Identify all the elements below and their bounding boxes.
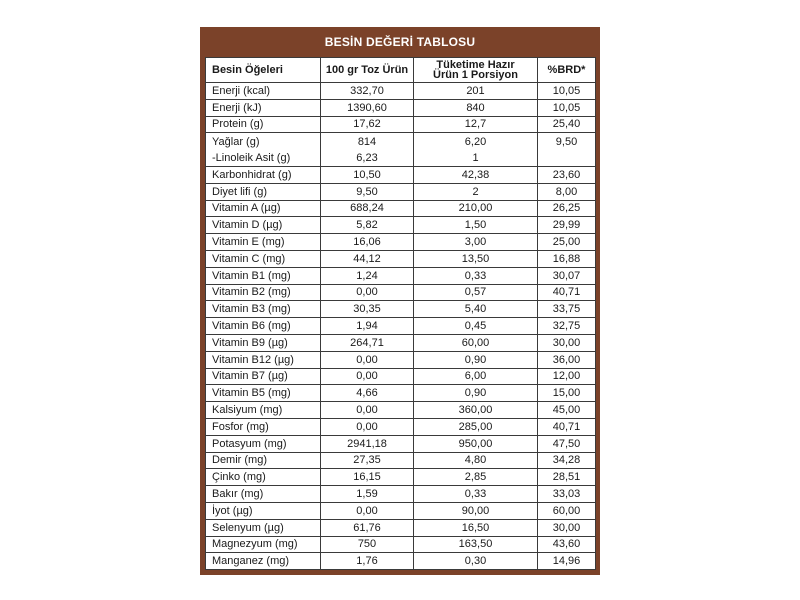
value-per-portion: 950,00 (414, 435, 538, 452)
header-per-portion (414, 58, 538, 83)
value-per-100g: 4,66 (321, 385, 414, 402)
table-row (206, 200, 596, 217)
table-row (206, 536, 596, 553)
header-per-100g: 100 gr Toz Ürün (321, 58, 414, 83)
nutrient-name: Vitamin B7 (µg) (206, 368, 321, 385)
nutrient-name: Vitamin D (µg) (206, 217, 321, 234)
value-rda: 30,07 (538, 267, 596, 284)
value-per-100g: 17,62 (321, 116, 414, 133)
value-rda: 40,71 (538, 418, 596, 435)
value-per-100g: 1,59 (321, 486, 414, 503)
value-per-100g: 0,00 (321, 368, 414, 385)
value-rda: 36,00 (538, 351, 596, 368)
value-rda: 30,00 (538, 519, 596, 536)
value-per-100g: 0,00 (321, 418, 414, 435)
value-per-100g: 1,94 (321, 318, 414, 335)
nutrient-name: Manganez (mg) (206, 553, 321, 570)
nutrition-table (205, 57, 596, 570)
nutrient-name-line: Yağlar (g) (212, 135, 260, 148)
header-per-portion-label: Tüketime Hazır Ürün 1 Porsiyon (433, 59, 518, 81)
value-per-100g: 16,06 (321, 234, 414, 251)
nutrition-table-frame (200, 27, 600, 575)
value-per-100g: 27,35 (321, 452, 414, 469)
value-per-portion: 0,57 (414, 284, 538, 301)
value-rda: 40,71 (538, 284, 596, 301)
value-line: 1 (472, 151, 479, 164)
table-row (206, 250, 596, 267)
value-line: 6,20 (464, 135, 487, 148)
value-per-portion: 90,00 (414, 502, 538, 519)
value-rda: 47,50 (538, 435, 596, 452)
value-per-portion: 0,90 (414, 351, 538, 368)
value-per-portion: 5,40 (414, 301, 538, 318)
value-per-portion: 2,85 (414, 469, 538, 486)
rda-empty (538, 150, 595, 166)
table-row (206, 183, 596, 200)
table-row (206, 83, 596, 100)
nutrient-name: Vitamin C (mg) (206, 250, 321, 267)
value-per-100g: 688,24 (321, 200, 414, 217)
value-rda: 8,00 (538, 183, 596, 200)
value-per-100g: 30,35 (321, 301, 414, 318)
value-per-portion: 163,50 (414, 536, 538, 553)
table-row (206, 116, 596, 133)
table-row (206, 301, 596, 318)
value-rda: 14,96 (538, 553, 596, 570)
value-per-portion: 201 (414, 83, 538, 100)
value-rda: 33,75 (538, 301, 596, 318)
value-rda: 43,60 (538, 536, 596, 553)
value-per-portion: 1,50 (414, 217, 538, 234)
value-rda: 32,75 (538, 318, 596, 335)
table-row (206, 402, 596, 419)
value-per-portion: 42,38 (414, 166, 538, 183)
value-rda: 60,00 (538, 502, 596, 519)
nutrient-name: Diyet lifi (g) (206, 183, 321, 200)
value-rda: 16,88 (538, 250, 596, 267)
nutrient-name: Vitamin B3 (mg) (206, 301, 321, 318)
table-row (206, 368, 596, 385)
value-per-portion: 4,80 (414, 452, 538, 469)
nutrient-name: Vitamin B5 (mg) (206, 385, 321, 402)
value-per-100g: 1,24 (321, 267, 414, 284)
value-per-100g: 0,00 (321, 502, 414, 519)
value-cell (321, 133, 414, 167)
table-title: BESİN DEĞERİ TABLOSU (324, 35, 476, 49)
value-per-100g: 0,00 (321, 351, 414, 368)
nutrient-name: Vitamin B1 (mg) (206, 267, 321, 284)
value-rda: 29,99 (538, 217, 596, 234)
header-row (206, 58, 596, 83)
table-row (206, 351, 596, 368)
value-per-100g: 5,82 (321, 217, 414, 234)
table-row (206, 334, 596, 351)
value-rda: 23,60 (538, 166, 596, 183)
value-per-100g: 10,50 (321, 166, 414, 183)
value-rda: 28,51 (538, 469, 596, 486)
value-rda: 26,25 (538, 200, 596, 217)
value-per-portion: 13,50 (414, 250, 538, 267)
value-per-portion: 285,00 (414, 418, 538, 435)
nutrient-name: Kalsiyum (mg) (206, 402, 321, 419)
value-per-portion: 0,90 (414, 385, 538, 402)
value-per-portion: 6,00 (414, 368, 538, 385)
nutrient-name (206, 133, 321, 167)
table-row (206, 502, 596, 519)
value-rda: 25,00 (538, 234, 596, 251)
nutrient-name: Selenyum (µg) (206, 519, 321, 536)
nutrient-name: Vitamin B9 (µg) (206, 334, 321, 351)
value-per-portion: 0,45 (414, 318, 538, 335)
value-rda: 25,40 (538, 116, 596, 133)
nutrient-name: Karbonhidrat (g) (206, 166, 321, 183)
header-nutrient: Besin Öğeleri (206, 58, 321, 83)
table-row (206, 519, 596, 536)
value-cell (414, 133, 538, 167)
rda-cell (538, 133, 596, 167)
nutrient-name: Potasyum (mg) (206, 435, 321, 452)
nutrient-name: Çinko (mg) (206, 469, 321, 486)
value-per-100g: 1390,60 (321, 99, 414, 116)
value-rda: 10,05 (538, 99, 596, 116)
value-per-portion: 840 (414, 99, 538, 116)
value-per-100g: 2941,18 (321, 435, 414, 452)
value-per-portion: 3,00 (414, 234, 538, 251)
value-per-100g: 44,12 (321, 250, 414, 267)
value-rda: 34,28 (538, 452, 596, 469)
value-per-portion: 0,33 (414, 486, 538, 503)
value-line: 6,23 (356, 151, 378, 164)
nutrient-name: Fosfor (mg) (206, 418, 321, 435)
table-row (206, 435, 596, 452)
value-per-100g: 1,76 (321, 553, 414, 570)
value-per-100g: 16,15 (321, 469, 414, 486)
table-row (206, 217, 596, 234)
value-per-portion: 2 (414, 183, 538, 200)
value-per-portion: 12,7 (414, 116, 538, 133)
nutrient-name-line: -Linoleik Asit (g) (212, 151, 291, 164)
nutrient-name: Enerji (kcal) (206, 83, 321, 100)
value-line: 814 (357, 135, 377, 148)
nutrient-name: Vitamin B2 (mg) (206, 284, 321, 301)
value-per-100g: 0,00 (321, 284, 414, 301)
value-per-100g: 264,71 (321, 334, 414, 351)
value-rda: 33,03 (538, 486, 596, 503)
value-per-portion: 360,00 (414, 402, 538, 419)
rda-value: 9,50 (555, 135, 578, 148)
value-per-100g: 0,00 (321, 402, 414, 419)
nutrient-name: Enerji (kJ) (206, 99, 321, 116)
value-rda: 10,05 (538, 83, 596, 100)
value-rda: 12,00 (538, 368, 596, 385)
nutrient-name: Demir (mg) (206, 452, 321, 469)
header-rda: %BRD* (538, 58, 596, 83)
table-row (206, 267, 596, 284)
table-row (206, 166, 596, 183)
nutrient-name: Vitamin B12 (µg) (206, 351, 321, 368)
table-row (206, 553, 596, 570)
value-rda: 30,00 (538, 334, 596, 351)
value-per-portion: 0,33 (414, 267, 538, 284)
value-per-100g: 9,50 (321, 183, 414, 200)
table-row (206, 99, 596, 116)
table-row (206, 133, 596, 167)
table-row (206, 234, 596, 251)
value-rda: 45,00 (538, 402, 596, 419)
value-per-portion: 210,00 (414, 200, 538, 217)
nutrient-name: Vitamin E (mg) (206, 234, 321, 251)
value-per-100g: 61,76 (321, 519, 414, 536)
value-per-100g: 750 (321, 536, 414, 553)
table-row (206, 318, 596, 335)
table-row (206, 385, 596, 402)
table-row (206, 469, 596, 486)
nutrient-name: Vitamin B6 (mg) (206, 318, 321, 335)
value-per-portion: 16,50 (414, 519, 538, 536)
nutrient-name: İyot (µg) (206, 502, 321, 519)
nutrient-name: Protein (g) (206, 116, 321, 133)
table-row (206, 284, 596, 301)
table-row (206, 486, 596, 503)
value-per-portion: 60,00 (414, 334, 538, 351)
value-per-100g: 332,70 (321, 83, 414, 100)
value-per-portion: 0,30 (414, 553, 538, 570)
nutrient-name: Vitamin A (µg) (206, 200, 321, 217)
value-rda: 15,00 (538, 385, 596, 402)
nutrient-name: Bakır (mg) (206, 486, 321, 503)
table-row (206, 452, 596, 469)
table-row (206, 418, 596, 435)
nutrient-name: Magnezyum (mg) (206, 536, 321, 553)
